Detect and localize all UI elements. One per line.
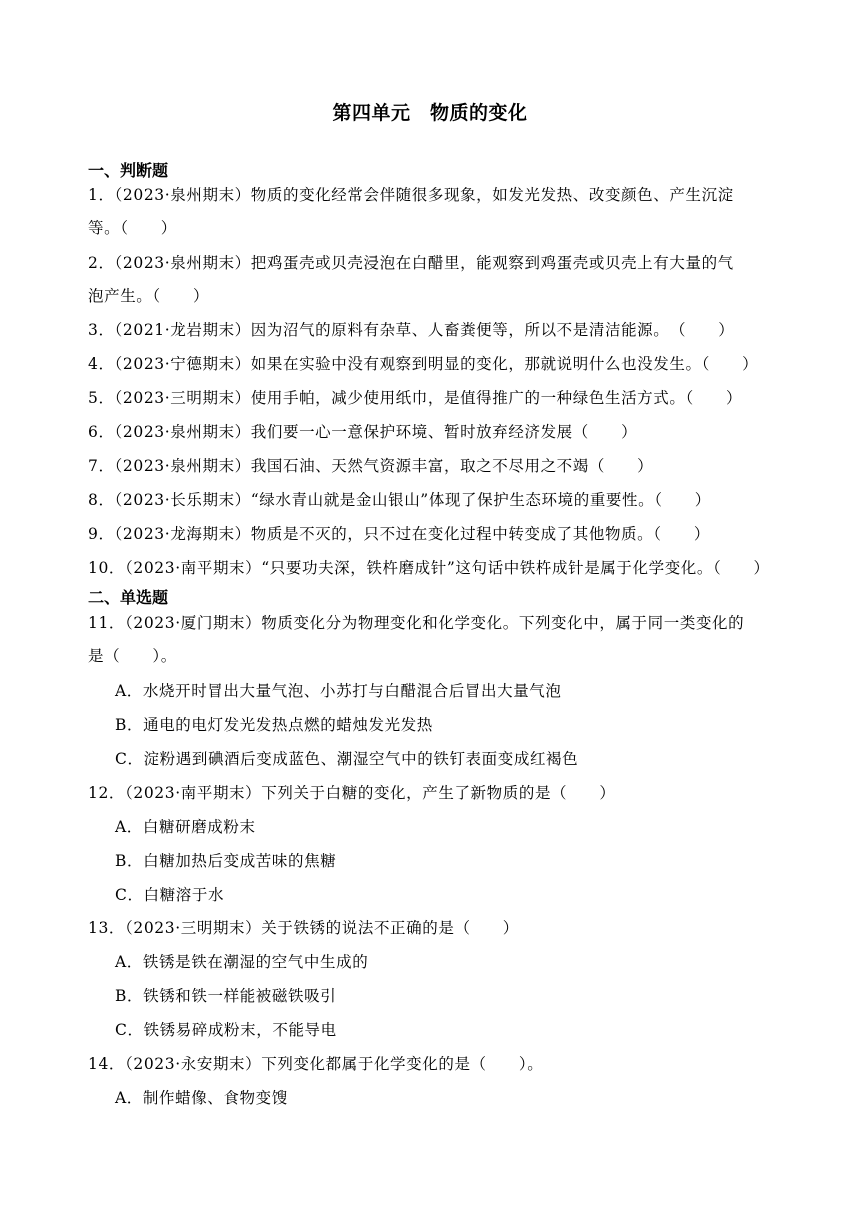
question-line: 是（ ）。 (88, 647, 177, 665)
question-line: 12．（2023·南平期末）下列关于白糖的变化，产生了新物质的是（ ） (88, 784, 616, 802)
option-line: A．铁锈是铁在潮湿的空气中生成的 (115, 953, 369, 971)
page-title: 第四单元 物质的变化 (332, 102, 528, 124)
question-line: 4．（2023·宁德期末）如果在实验中没有观察到明显的变化，那就说明什么也没发生。（ ） (88, 355, 759, 373)
option-line: C．铁锈易碎成粉末，不能导电 (115, 1021, 337, 1039)
option-line: A．白糖研磨成粉末 (115, 818, 256, 836)
question-line: 11．（2023·厦门期末）物质变化分为物理变化和化学变化。下列变化中，属于同一类变化的 (88, 614, 745, 632)
option-line: C．淀粉遇到碘酒后变成蓝色、潮湿空气中的铁钉表面变成红褐色 (115, 750, 579, 768)
option-line: B．通电的电灯发光发热点燃的蜡烛发光发热 (115, 716, 433, 734)
question-line: 5．（2023·三明期末）使用手帕，减少使用纸巾，是值得推广的一种绿色生活方式。（ ） (88, 389, 743, 407)
question-line: 9．（2023·龙海期末）物质是不灭的，只不过在变化过程中转变成了其他物质。（ ） (88, 525, 710, 543)
option-line: C．白糖溶于水 (115, 886, 225, 904)
question-line: 1．（2023·泉州期末）物质的变化经常会伴随很多现象，如发光发热、改变颜色、产生沉淀 (88, 186, 734, 204)
question-line: 等。（ ） (88, 219, 177, 237)
question-line: 8．（2023·长乐期末）“绿水青山就是金山银山”体现了保护生态环境的重要性。（ ） (88, 491, 711, 509)
question-line: 13．（2023·三明期末）关于铁锈的说法不正确的是（ ） (88, 919, 519, 937)
section-heading-judgment: 一、判断题 (88, 161, 169, 180)
question-line: 2．（2023·泉州期末）把鸡蛋壳或贝壳浸泡在白醋里，能观察到鸡蛋壳或贝壳上有大量的气 (88, 254, 734, 272)
question-line: 泡产生。（ ） (88, 287, 210, 305)
question-line: 3．（2021·龙岩期末）因为沼气的原料有杂草、人畜粪便等，所以不是清洁能源。 （ ） (88, 321, 735, 339)
option-line: A．制作蜡像、食物变馊 (115, 1089, 288, 1107)
question-line: 7．（2023·泉州期末）我国石油、天然气资源丰富，取之不尽用之不竭（ ） (88, 457, 654, 475)
question-line: 6．（2023·泉州期末）我们要一心一意保护环境、暂时放弃经济发展（ ） (88, 423, 638, 441)
option-line: B．铁锈和铁一样能被磁铁吸引 (115, 987, 337, 1005)
section-heading-single-choice: 二、单选题 (88, 588, 169, 607)
question-line: 14．（2023·永安期末）下列变化都属于化学变化的是（ ）。 (88, 1055, 544, 1073)
option-line: B．白糖加热后变成苦味的焦糖 (115, 852, 337, 870)
option-line: A．水烧开时冒出大量气泡、小苏打与白醋混合后冒出大量气泡 (115, 682, 562, 700)
question-line: 10．（2023·南平期末）“只要功夫深，铁杵磨成针”这句话中铁杵成针是属于化学变化。（ ） (88, 559, 770, 577)
